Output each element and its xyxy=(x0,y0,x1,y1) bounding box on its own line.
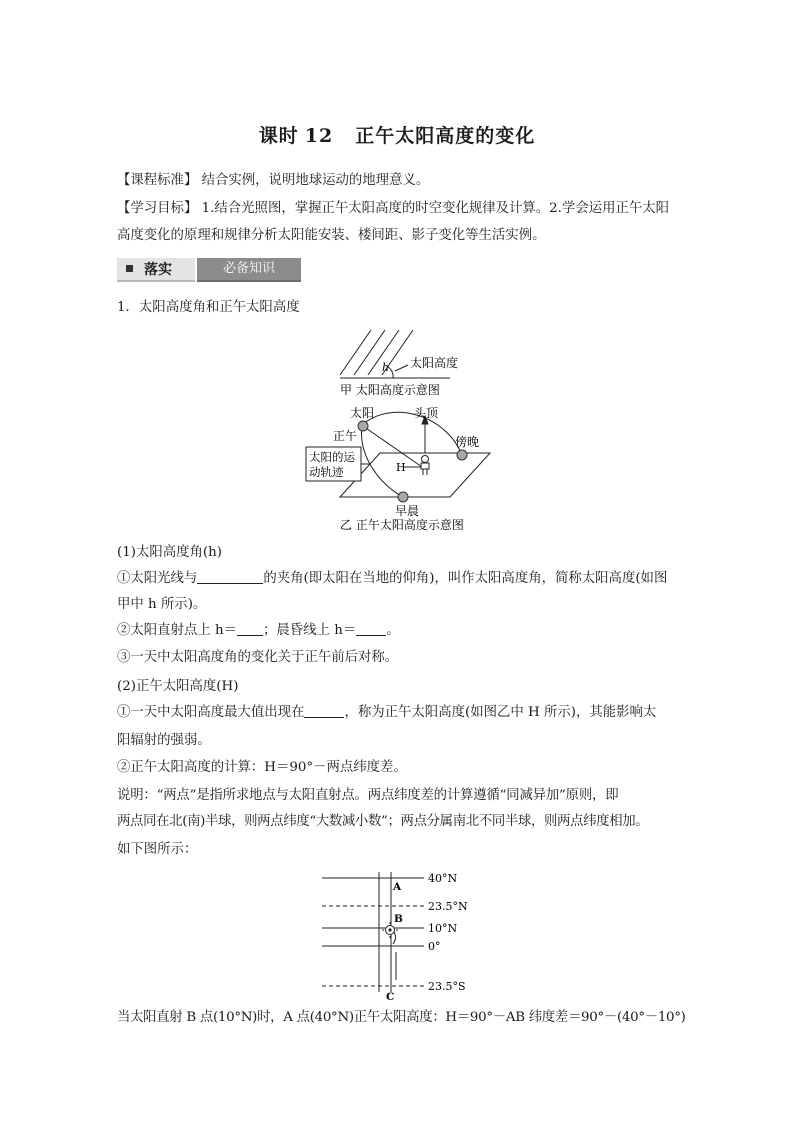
sun-noon-icon xyxy=(358,421,368,431)
banner-left-block xyxy=(117,258,195,282)
fill-blank-3[interactable] xyxy=(356,621,386,636)
para-line-1b: 的夹角(即太阳在当地的仰角)，叫作太阳高度角，简称太阳高度(如图 xyxy=(263,571,668,586)
dusk-label: 傍晚 xyxy=(455,435,480,449)
course-standard xyxy=(117,171,679,191)
point-C-label: C xyxy=(386,991,395,1002)
ground-plane xyxy=(340,453,490,497)
title-prefix: 课时 xyxy=(258,125,299,147)
H-label: H xyxy=(396,461,406,474)
point-B-label: B xyxy=(394,913,403,925)
course-standard-text: 结合实例，说明地球运动的地理意义。 xyxy=(201,173,430,188)
h-label: h xyxy=(382,361,390,374)
fill-blank-4[interactable] xyxy=(304,703,344,718)
para-line-4: ③一天中太阳高度角的变化关于正午前后对称。 xyxy=(117,650,399,665)
lat-235n-label: 23.5°N xyxy=(428,900,468,913)
learning-goals-text-1: 1.结合光照图，掌握正午太阳高度的时空变化规律及计算。2.学会运用正午太阳 xyxy=(201,201,670,216)
title-number: 12 xyxy=(304,125,334,147)
lat-40n-label: 40°N xyxy=(428,872,458,885)
learning-goals-line-1 xyxy=(117,199,679,219)
para-line-10: 如下图所示： xyxy=(117,842,198,857)
para-line-9: 两点同在北(南)半球，则两点纬度“大数减小数”；两点分属南北不同半球，则两点纬度相加。 xyxy=(117,814,649,829)
zenith-label: 头顶 xyxy=(414,406,439,420)
track-label-1: 太阳的运 xyxy=(309,450,355,464)
sun-label: 太阳 xyxy=(350,406,375,420)
learning-goals-line-2: 高度变化的原理和规律分析太阳能安装、楼间距、影子变化等生活实例。 xyxy=(117,228,546,243)
para-line-3c: 。 xyxy=(386,623,400,638)
fill-blank-1[interactable] xyxy=(197,569,263,584)
para-line-7: ②正午太阳高度的计算：H＝90°－两点纬度差。 xyxy=(117,760,407,775)
square-bullet-icon xyxy=(126,265,133,272)
course-standard-tag: 【课程标准】 xyxy=(117,173,198,188)
section-heading: 1．太阳高度角和正午太阳高度 xyxy=(117,300,300,315)
para-line-3b: ；晨昏线上 h＝ xyxy=(263,623,357,638)
sun-altitude-label: 太阳高度 xyxy=(410,356,459,370)
sun-altitude-figure xyxy=(300,325,500,535)
subheading-H: (2)正午太阳高度(H) xyxy=(117,679,239,694)
para-line-3 xyxy=(117,621,679,641)
figure-jia-caption: 甲 太阳高度示意图 xyxy=(340,383,440,397)
learning-goals-tag: 【学习目标】 xyxy=(117,201,198,216)
lat-235s-label: 23.5°S xyxy=(428,980,466,993)
para-line-2: 甲中 h 所示)。 xyxy=(117,597,207,612)
latitude-figure xyxy=(316,868,486,1002)
title-main: 正午太阳高度的变化 xyxy=(355,125,536,147)
para-line-5a: ①一天中太阳高度最大值出现在 xyxy=(117,705,305,720)
figure-yi-caption: 乙 正午太阳高度示意图 xyxy=(340,518,464,532)
para-line-5b: ，称为正午太阳高度(如图乙中 H 所示)，其能影响太 xyxy=(344,705,657,720)
fill-blank-2[interactable] xyxy=(237,621,263,636)
equator-label: 0° xyxy=(428,940,441,953)
para-line-8: 说明：“两点”是指所求地点与太阳直射点。两点纬度差的计算遵循“同减异加”原则，即 xyxy=(117,788,619,803)
track-label-2: 动轨迹 xyxy=(309,465,344,479)
banner-right-label: 必备知识 xyxy=(197,258,301,282)
point-A-label: A xyxy=(393,881,402,893)
para-line-1 xyxy=(117,569,679,589)
para-line-3a: ②太阳直射点上 h＝ xyxy=(117,623,238,638)
sun-path-arc xyxy=(362,412,462,455)
para-line-5 xyxy=(117,703,679,723)
observer-head-icon xyxy=(422,456,429,463)
sun-center-dot xyxy=(388,928,391,931)
dawn-label: 早晨 xyxy=(395,504,420,518)
section-banner xyxy=(117,258,301,280)
sun-ray-1 xyxy=(340,330,371,375)
para-line-1a: ①太阳光线与 xyxy=(117,571,198,586)
subheading-h: (1)太阳高度角(h) xyxy=(117,545,222,560)
noon-label: 正午 xyxy=(333,429,358,443)
page-title xyxy=(0,121,794,148)
noon-ray xyxy=(363,426,422,467)
para-line-6: 阳辐射的强弱。 xyxy=(117,733,211,748)
para-line-11: 当太阳直射 B 点(10°N)时，A 点(40°N)正午太阳高度：H＝90°－AB 纬度差＝90°－(40°－10°) xyxy=(117,1010,686,1025)
sun-dusk-icon xyxy=(457,450,467,460)
observer-body-icon xyxy=(421,463,429,469)
banner-left-label: 落实 xyxy=(144,262,172,278)
sun-ray-2 xyxy=(354,330,385,375)
sun-dawn-icon xyxy=(398,492,408,502)
leader-line xyxy=(395,365,408,371)
lat-10n-label: 10°N xyxy=(428,922,458,935)
